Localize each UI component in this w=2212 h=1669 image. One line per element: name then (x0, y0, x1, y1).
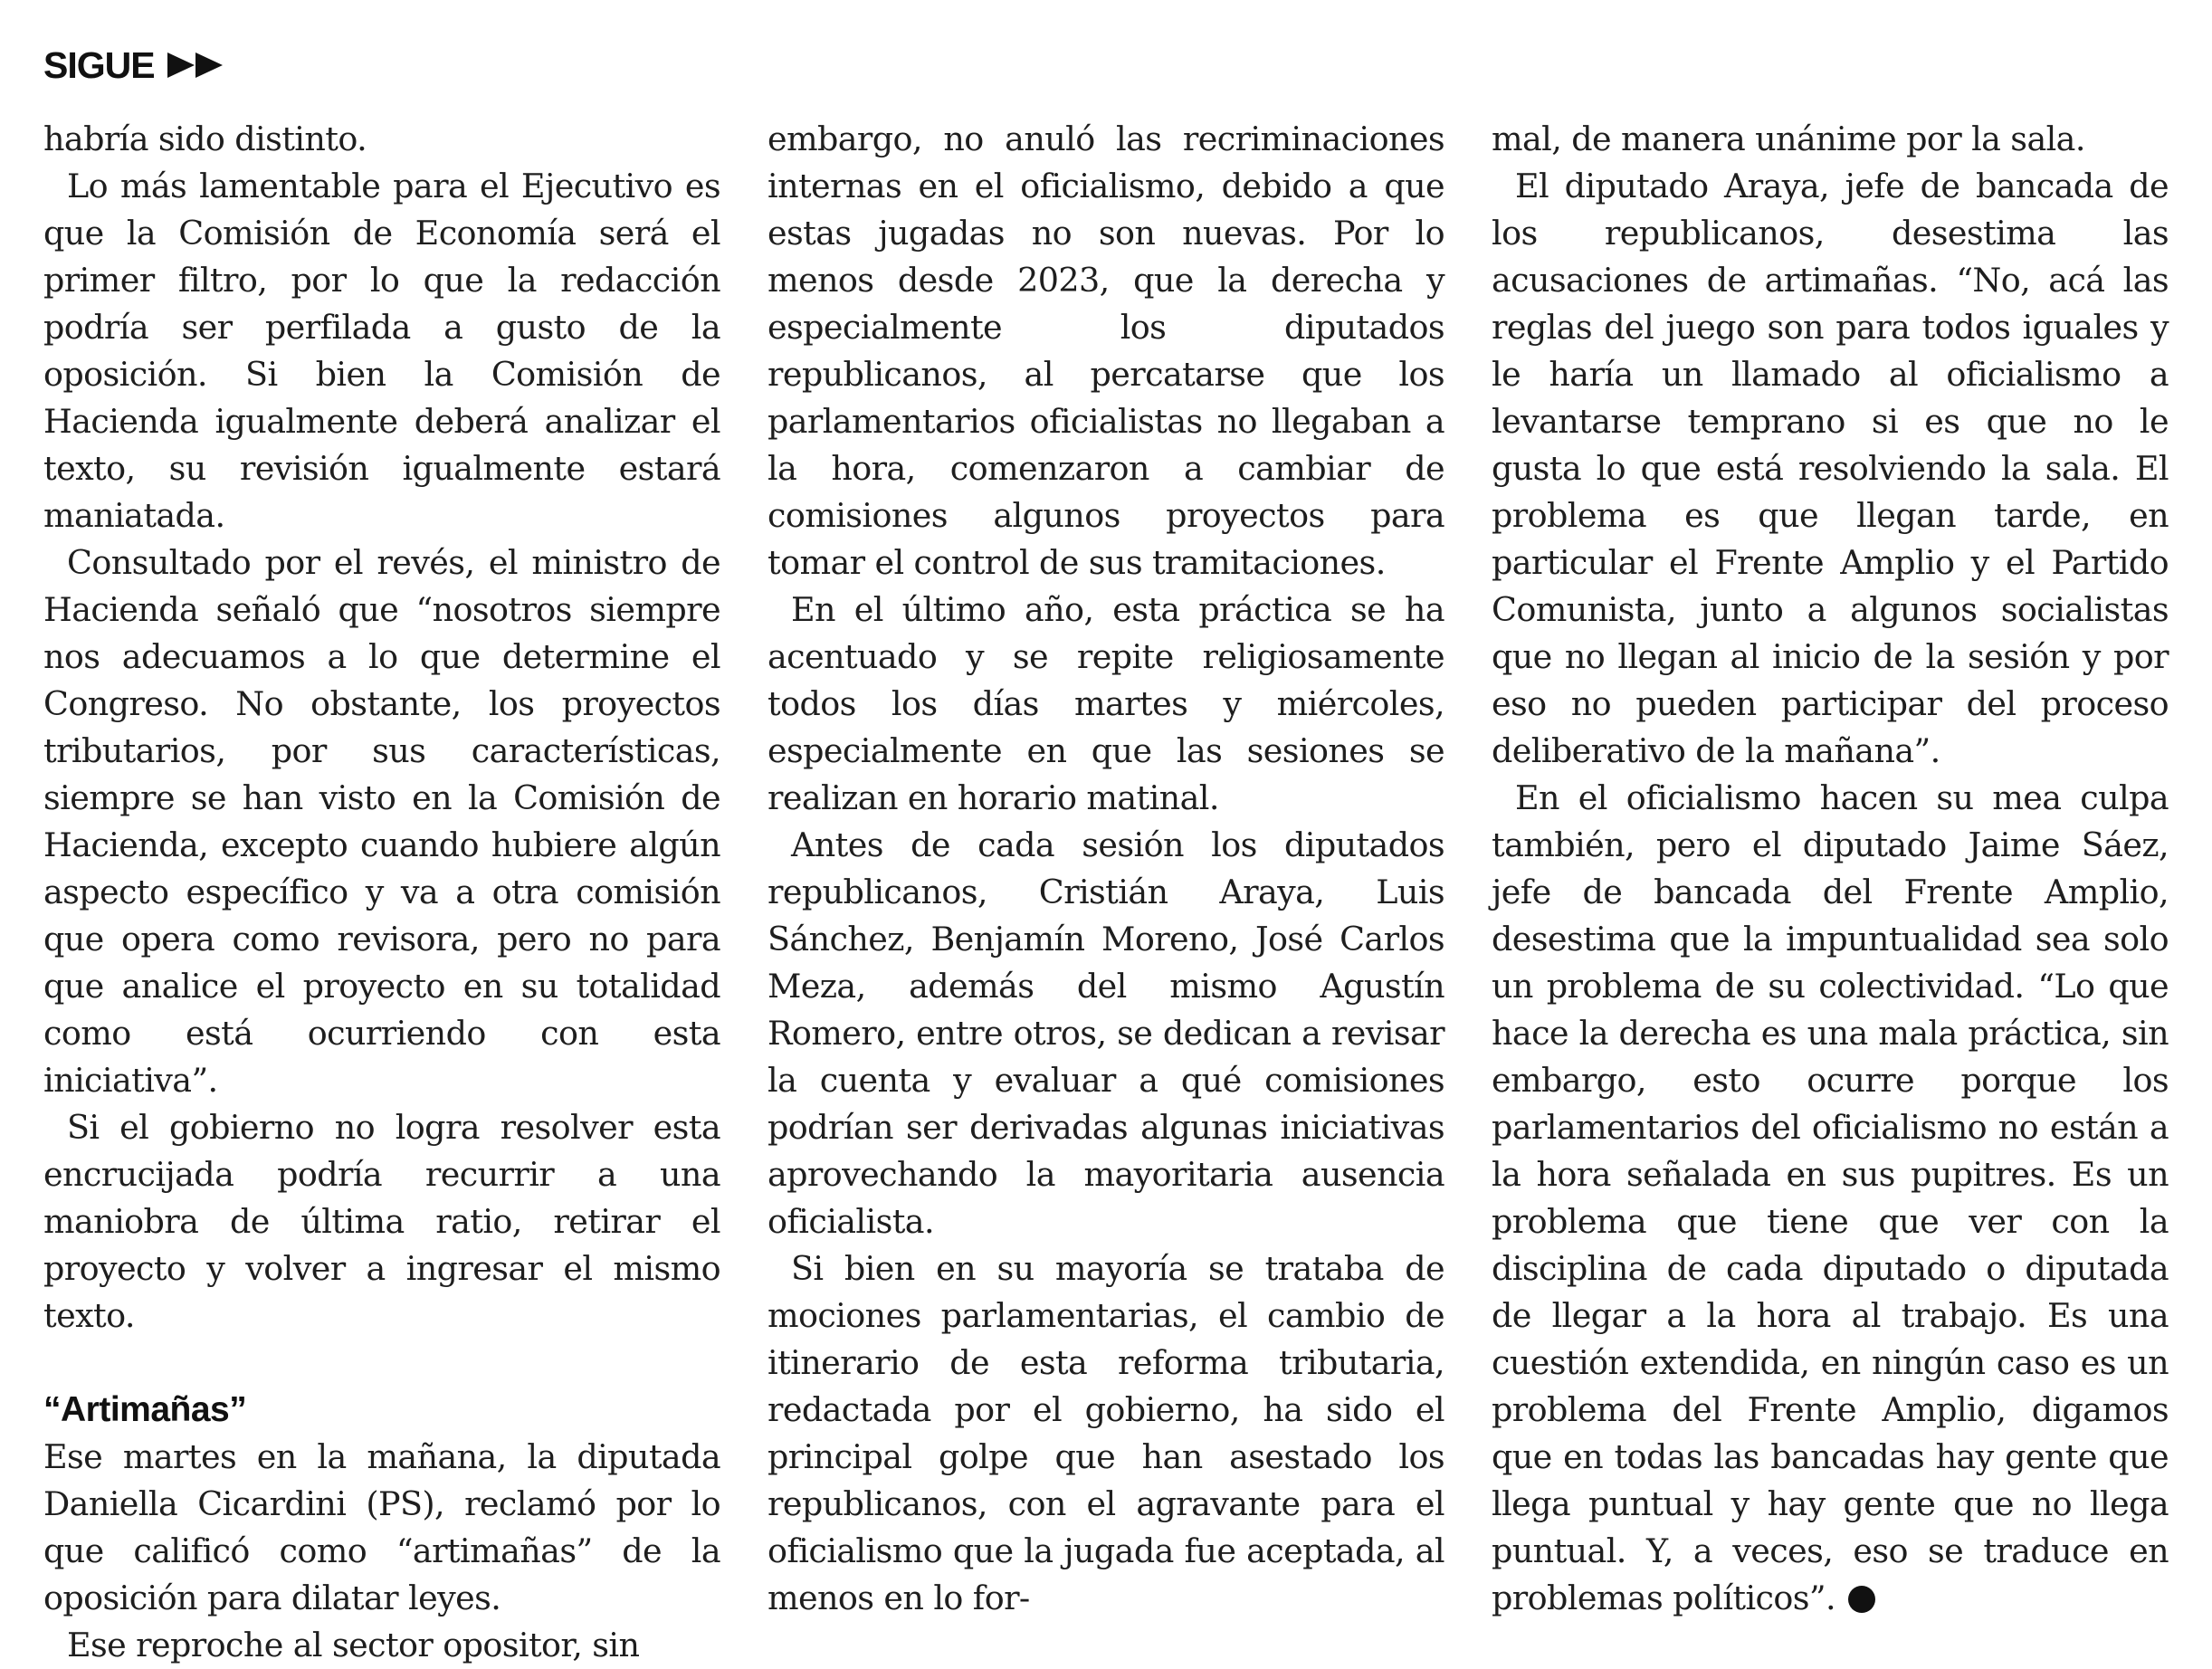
article-column-3 (1492, 116, 2169, 1669)
paragraph: Ese martes en la mañana, la diputada Daniella Cicardini (PS), reclamó por lo que calificó como “artimañas” de la oposición para dilatar leyes. (43, 1437, 720, 1617)
article-column-1 (43, 116, 720, 1669)
paragraph: Si bien en su mayoría se trataba de mociones parlamentarias, el cambio de itinerario de esta reforma tributaria, redactada por el gobierno, ha sido el principal golpe que han asestado los republicanos, con el agravante para el oficialismo que la jugada fue aceptada, al menos en lo for- (768, 1249, 1444, 1617)
paragraph: Lo más lamentable para el Ejecutivo es que la Comisión de Economía será el primer filtro, por lo que la redacción podría ser perfilada a gusto de la oposición. Si bien la Comisión de Hacienda igualmente deberá analizar el texto, su revisión igualmente estará maniatada. (43, 167, 720, 535)
section-subheading: “Artimañas” (43, 1390, 247, 1429)
paragraph-final (1492, 775, 2169, 1622)
paragraph: El diputado Araya, jefe de bancada de los republicanos, desestima las acusaciones de artimañas. “No, acá las reglas del juego son para todos iguales y le haría un llamado al oficialismo a levantarse temprano si es que no le gusta lo que está resolviendo la sala. El problema es que llegan tarde, en particular el Frente Amplio y el Partido Comunista, junto a algunos socialistas que no llegan al inicio de la sesión y por eso no pueden participar del proceso deliberativo de la mañana”. (1492, 167, 2169, 770)
paragraph: En el último año, esta práctica se ha acentuado y se repite religiosamente todos los días martes y miércoles, especialmente en que las sesiones se realizan en horario matinal. (768, 590, 1444, 817)
paragraph: habría sido distinto. (43, 119, 367, 158)
paragraph: Consultado por el revés, el ministro de Hacienda señaló que “nosotros siempre nos adecuamos a lo que determine el Congreso. No obstante, los proyectos tributarios, por sus características, siempre se han visto en la Comisión de Hacienda, excepto cuando hubiere algún aspecto específico y va a otra comisión que opera como revisora, pero no para que analice el proyecto en su totalidad como está ocurriendo con esta iniciativa”. (43, 543, 720, 1100)
article-column-2 (768, 116, 1444, 1669)
paragraph: Si el gobierno no logra resolver esta encrucijada podría recurrir a una maniobra de última ratio, retirar el proyecto y volver a ingresar el mismo texto. (43, 1108, 720, 1335)
end-of-article-dot-icon (1848, 1586, 1875, 1613)
continues-header (43, 38, 224, 92)
paragraph: Ese reproche al sector opositor, sin (67, 1626, 640, 1664)
paragraph-final-text: En el oficialismo hacen su mea culpa también, pero el diputado Jaime Sáez, jefe de bancada del Frente Amplio, desestima que la impuntualidad sea solo un problema de su colectividad. “Lo que hace la derecha es una mala práctica, sin embargo, esto ocurre porque los parlamentarios del oficialismo no están a la hora señalada en sus pupitres. Es un problema que tiene que ver con la disciplina de cada diputado o diputada de llegar a la hora al trabajo. Es una cuestión extendida, en ningún caso es un problema del Frente Amplio, digamos que en todas las bancadas hay gente que llega puntual y hay gente que no llega puntual. Y, a veces, eso se traduce en problemas políticos”. (1492, 778, 2169, 1617)
paragraph: Antes de cada sesión los diputados republicanos, Cristián Araya, Luis Sánchez, Benjamín Moreno, José Carlos Meza, además del mismo Agustín Romero, entre otros, se dedican a revisar la cuenta y evaluar a qué comisiones podrían ser derivadas algunas iniciativas aprovechando la mayoritaria ausencia oficialista. (768, 825, 1444, 1241)
double-arrow-right-icon (167, 52, 224, 79)
paragraph: mal, de manera unánime por la sala. (1492, 119, 2085, 158)
article-body (43, 116, 2169, 1669)
continues-label: SIGUE (43, 43, 155, 86)
paragraph: embargo, no anuló las recriminaciones internas en el oficialismo, debido a que estas jugadas no son nuevas. Por lo menos desde 2023, que la derecha y especialmente los diputados republicanos, al percatarse que los parlamentarios oficialistas no llegaban a la hora, comenzaron a cambiar de comisiones algunos proyectos para tomar el control de sus tramitaciones. (768, 119, 1444, 582)
